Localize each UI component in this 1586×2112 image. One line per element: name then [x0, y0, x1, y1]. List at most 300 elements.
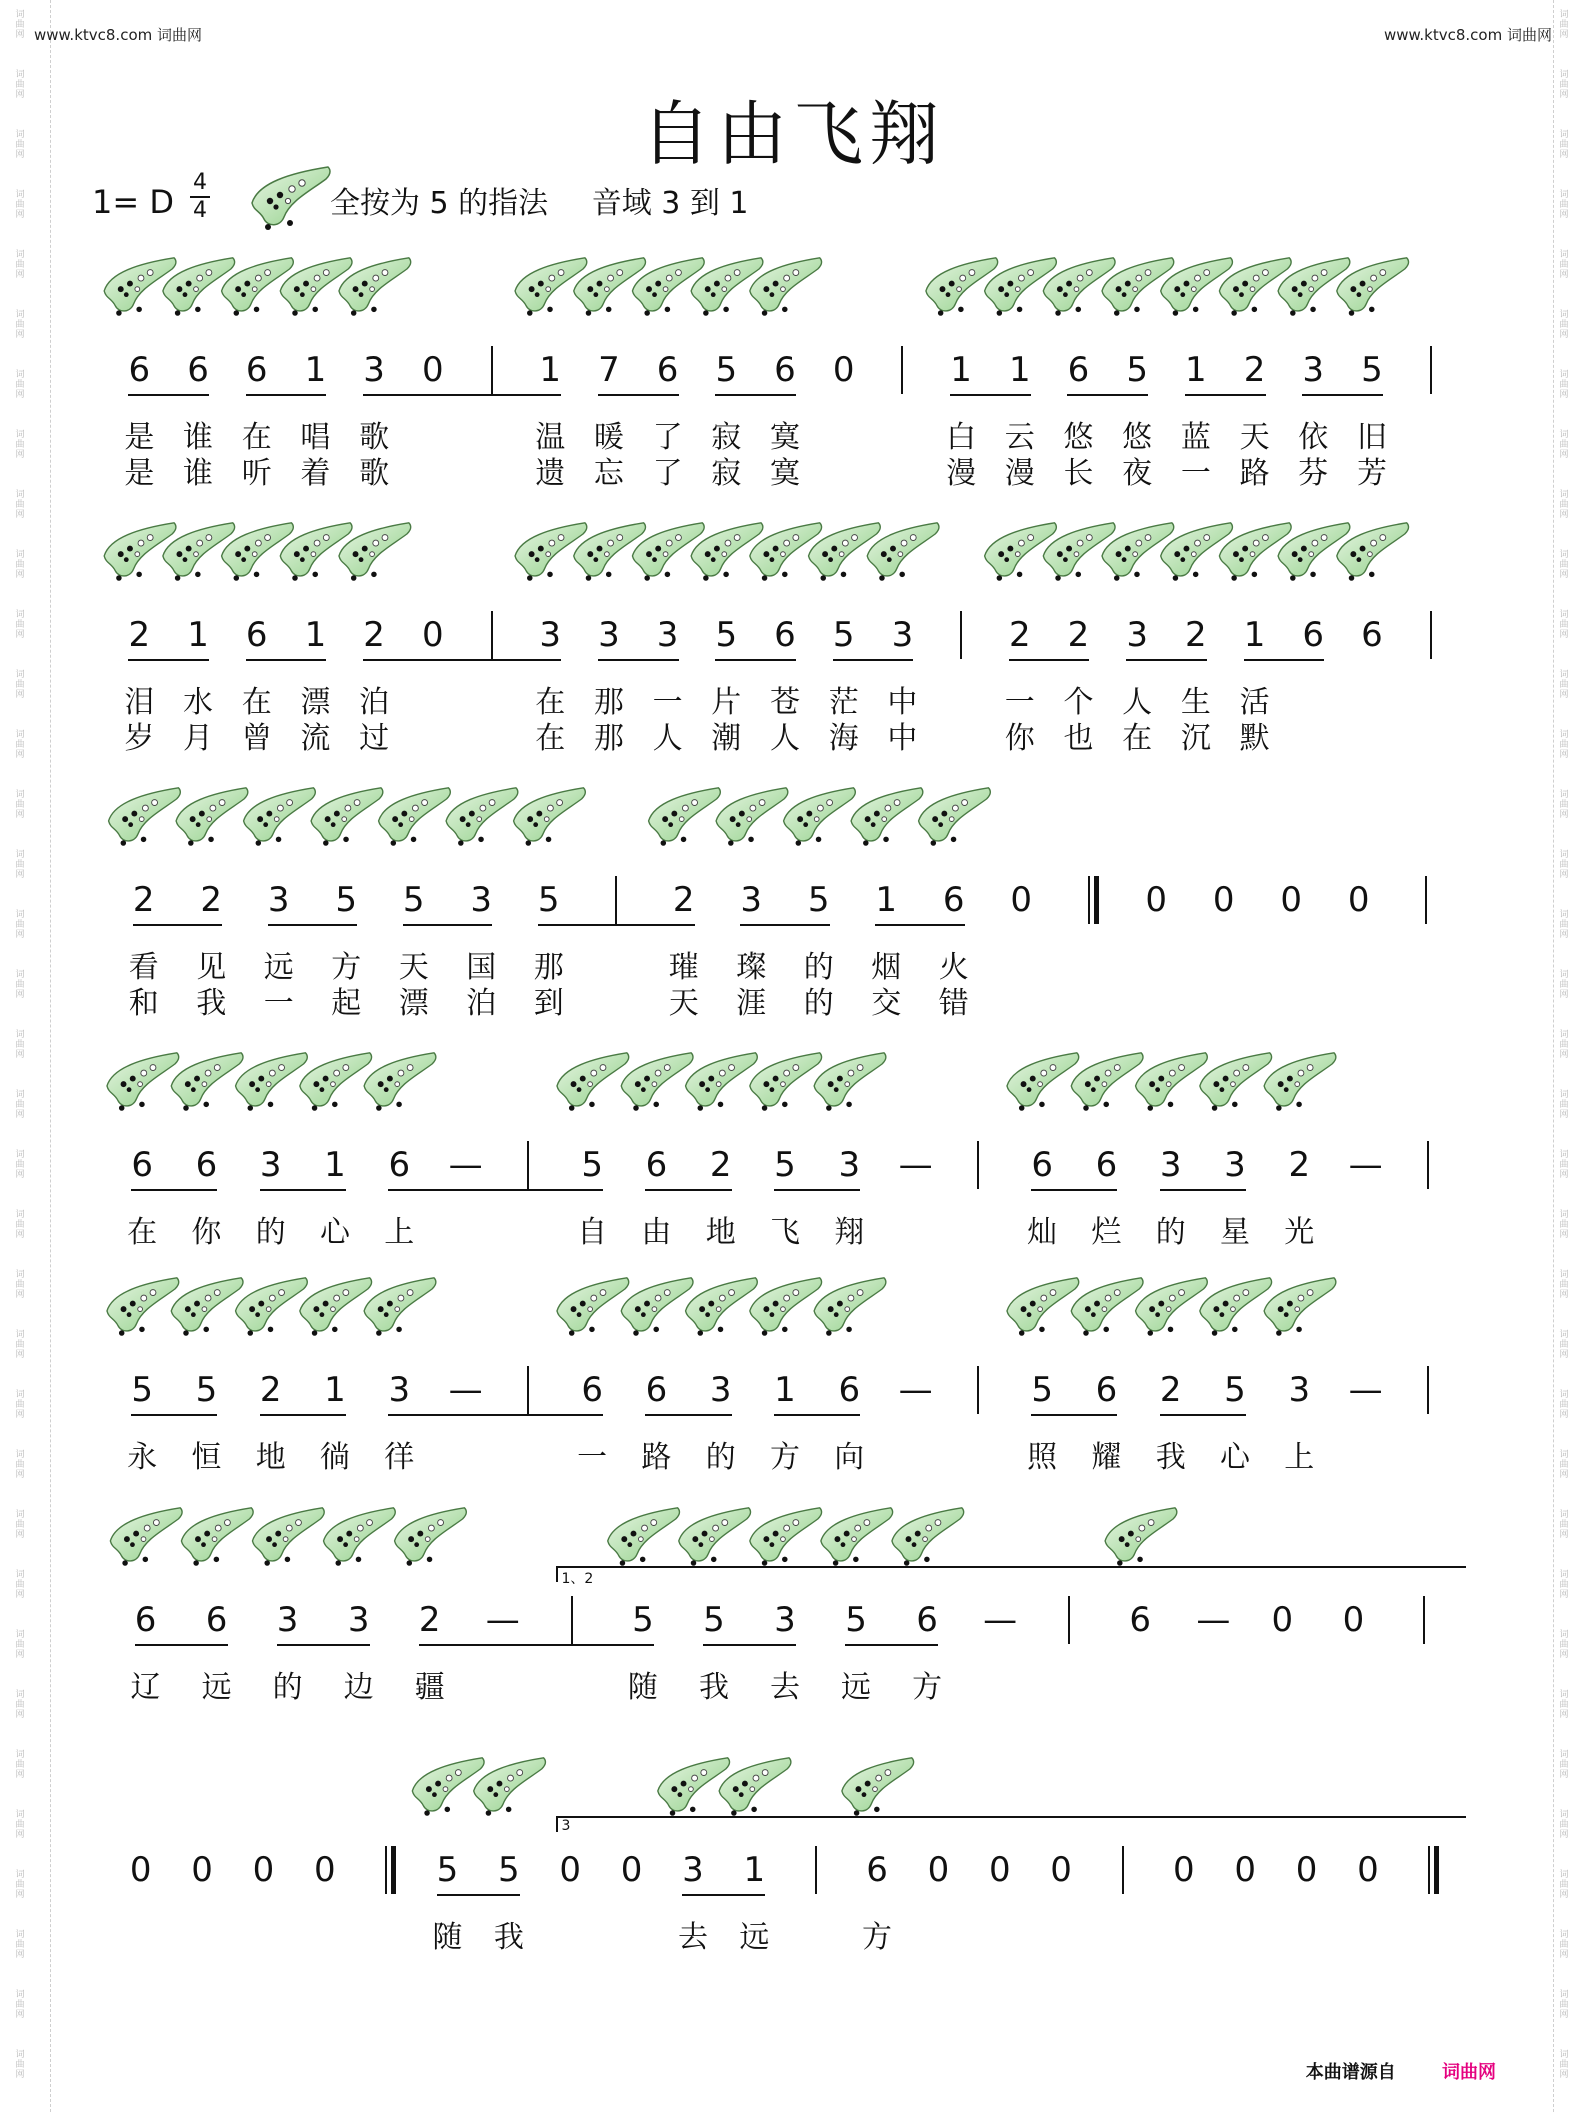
ocarina-icon [395, 1508, 467, 1566]
beam-underline [1067, 394, 1148, 396]
side-watermark: 词 曲 网 [15, 1510, 25, 1540]
ocarina-icon [557, 1278, 629, 1336]
beam-underline [682, 1894, 765, 1896]
ocarina-icon [1264, 1053, 1336, 1111]
lyric-char: 随 [627, 1670, 658, 1705]
side-watermark: 词 曲 网 [1559, 490, 1569, 520]
lyric-char: 也 [1063, 721, 1094, 756]
lyric-char: 交 [871, 986, 902, 1021]
lyric-char: 泪 [124, 685, 155, 720]
note: 1 [304, 350, 327, 390]
ocarina-legend-icon [245, 160, 335, 235]
note: 0 [927, 1850, 950, 1890]
ocarina-icon [110, 1508, 182, 1566]
note: 0 [1357, 1850, 1379, 1890]
note: 6 [1129, 1600, 1152, 1640]
lyric-char: 天 [398, 950, 429, 985]
ocarina-icon [446, 788, 518, 846]
note: 5 [703, 1600, 725, 1640]
lyric-char: 人 [652, 721, 683, 756]
side-watermark: 词 曲 网 [1559, 250, 1569, 280]
side-watermark: 词 曲 网 [15, 1990, 25, 2020]
ocarina-icon [181, 1508, 253, 1566]
note: 6 [581, 1370, 603, 1410]
lyric-char: 我 [1155, 1440, 1186, 1475]
lyric-char: 路 [1239, 456, 1270, 491]
side-watermark: 词 曲 网 [1559, 1510, 1569, 1540]
ocarina-icon [107, 1278, 179, 1336]
beam-underline [538, 924, 695, 926]
lyric-char: 旧 [1356, 420, 1387, 455]
ocarina-icon [716, 788, 788, 846]
beam-underline [715, 394, 796, 396]
note: 0 [1173, 1850, 1195, 1890]
lyric-char: 漫 [946, 456, 977, 491]
note: 0 [1280, 880, 1303, 920]
side-watermark: 词 曲 网 [15, 490, 25, 520]
lyric-char: 耀 [1091, 1440, 1122, 1475]
beam-underline [363, 659, 561, 661]
side-watermark: 词 曲 网 [15, 1450, 25, 1480]
lyric-char: 中 [887, 721, 918, 756]
lyric-char: 了 [652, 456, 683, 491]
lyric-char: 方 [862, 1920, 893, 1955]
lyric-char: 错 [938, 986, 969, 1021]
footer [1306, 2058, 1496, 2084]
note: 2 [363, 615, 385, 655]
lyric-char: 一 [263, 986, 294, 1021]
ocarina-icon [851, 788, 923, 846]
side-watermark: 词 曲 网 [1559, 1450, 1569, 1480]
lyric-char: 着 [300, 456, 331, 491]
note: 5 [1031, 1370, 1053, 1410]
bar-line [1088, 876, 1090, 924]
note: 0 [313, 1850, 336, 1890]
ocarina-icon [1136, 1053, 1208, 1111]
side-watermark: 词 曲 网 [1559, 1030, 1569, 1060]
lyric-char: 人 [1122, 685, 1153, 720]
ocarina-icon [236, 1278, 308, 1336]
side-watermark: 词 曲 网 [15, 610, 25, 640]
lyric-char: 唱 [300, 420, 331, 455]
note: — [448, 1145, 483, 1185]
lyric-char: 芬 [1298, 456, 1329, 491]
note: 5 [1224, 1370, 1246, 1410]
fingering-text: 全按为 5 的指法 [330, 186, 549, 221]
lyric-char: 在 [535, 721, 566, 756]
lyric-char: 遗 [535, 456, 566, 491]
side-watermark: 词 曲 网 [1559, 610, 1569, 640]
note: 0 [1342, 1600, 1365, 1640]
ocarina-icon [379, 788, 451, 846]
note: 1 [324, 1370, 346, 1410]
note: 0 [1295, 1850, 1318, 1890]
note: 5 [498, 1850, 520, 1890]
note: 6 [1067, 350, 1090, 390]
note: 2 [1185, 615, 1207, 655]
note: 6 [1095, 1145, 1118, 1185]
note: — [1348, 1370, 1383, 1410]
lyric-char: 自 [577, 1215, 608, 1250]
beam-underline [875, 924, 965, 926]
lyric-char: 歌 [359, 420, 390, 455]
side-watermark: 词 曲 网 [1559, 70, 1569, 100]
note: 0 [1234, 1850, 1257, 1890]
bar-line [977, 1366, 979, 1414]
note: — [1348, 1145, 1383, 1185]
note: 0 [1347, 880, 1370, 920]
time-signature [190, 172, 210, 222]
bar-line [1427, 1141, 1429, 1189]
note: 6 [195, 1145, 218, 1185]
lyric-char: 方 [770, 1440, 800, 1475]
note: 1 [950, 350, 972, 390]
ocarina-icon [821, 1508, 893, 1566]
ocarina-icon [244, 788, 316, 846]
side-watermark: 词 曲 网 [15, 970, 25, 1000]
beam-underline [403, 924, 493, 926]
note: 3 [347, 1600, 370, 1640]
ocarina-icon [300, 1053, 372, 1111]
ocarina-icon [1105, 1508, 1177, 1566]
bar-line [491, 611, 493, 659]
note: 1 [539, 350, 562, 390]
site-url-left[interactable]: www.ktvc8.com 词曲网 [34, 26, 203, 44]
lyric-char: 活 [1239, 685, 1270, 720]
ocarina-icon [658, 1758, 730, 1816]
side-watermark: 词 曲 网 [1559, 1330, 1569, 1360]
note: 5 [581, 1145, 603, 1185]
ocarina-icon [892, 1508, 964, 1566]
side-watermark: 词 曲 网 [1559, 550, 1569, 580]
note: — [448, 1370, 483, 1410]
lyric-char: 和 [128, 986, 159, 1021]
lyric-char: 地 [255, 1440, 286, 1475]
bar-line [1423, 1596, 1425, 1644]
ocarina-icon [176, 788, 248, 846]
side-watermark: 词 曲 网 [1559, 130, 1569, 160]
beam-underline [1244, 659, 1325, 661]
note: 5 [131, 1370, 153, 1410]
beam-underline [363, 394, 561, 396]
note: 0 [1212, 880, 1235, 920]
note: 3 [1224, 1145, 1246, 1185]
lyric-char: 方 [331, 950, 362, 985]
lyric-char: 那 [593, 685, 624, 720]
side-watermark: 词 曲 网 [1559, 730, 1569, 760]
ocarina-icon [1007, 1053, 1079, 1111]
side-watermark: 词 曲 网 [1559, 1810, 1569, 1840]
note: 3 [682, 1850, 704, 1890]
side-watermark: 词 曲 网 [15, 1210, 25, 1240]
bar-line [385, 1846, 387, 1894]
lyric-char: 是 [124, 456, 155, 491]
bar-line [960, 611, 962, 659]
note: 1 [187, 615, 209, 655]
ocarina-icon [1200, 1053, 1272, 1111]
side-watermark: 词 曲 网 [15, 70, 25, 100]
side-watermark: 词 曲 网 [15, 190, 25, 220]
note: 3 [388, 1370, 411, 1410]
side-watermark: 词 曲 网 [15, 1870, 25, 1900]
ocarina-icon [719, 1758, 791, 1816]
lyric-char: 悠 [1063, 420, 1094, 455]
bar-line [1434, 1846, 1439, 1894]
lyric-char: 片 [711, 685, 742, 720]
beam-underline [260, 1414, 346, 1416]
beam-underline [131, 1189, 217, 1191]
note: 2 [259, 1370, 282, 1410]
beam-underline [128, 394, 209, 396]
note: 2 [132, 880, 155, 920]
lyric-char: 由 [641, 1215, 672, 1250]
lyric-char: 徉 [384, 1440, 415, 1475]
lyric-char: 看 [128, 950, 159, 985]
lyric-char: 一 [1004, 685, 1035, 720]
site-url-right[interactable]: www.ktvc8.com 词曲网 [1383, 26, 1552, 44]
note: 1 [304, 615, 327, 655]
beam-underline [246, 659, 327, 661]
ocarina-icon [621, 1053, 693, 1111]
lyric-char: 那 [533, 950, 564, 985]
bar-line [527, 1366, 529, 1414]
note: 6 [645, 1145, 668, 1185]
lyric-char: 疆 [414, 1670, 445, 1705]
bar-line [1094, 876, 1099, 924]
lyric-char: 默 [1239, 721, 1270, 756]
ocarina-icon [750, 1278, 822, 1336]
song-title: 自由飞翔 [641, 93, 945, 175]
note: 3 [656, 615, 679, 655]
footer-brand[interactable]: 词曲网 [1442, 2062, 1496, 2083]
lyric-char: 地 [705, 1215, 736, 1250]
lyric-char: 谁 [183, 456, 214, 491]
note: 2 [418, 1600, 441, 1640]
lyric-char: 听 [241, 456, 272, 491]
ocarina-fingering-row [0, 780, 1586, 870]
lyric-char: 夜 [1122, 456, 1153, 491]
lyric-char: 远 [739, 1920, 770, 1955]
beam-underline [135, 1644, 228, 1646]
lyric-char: 泊 [466, 986, 497, 1021]
lyric-char: 蓝 [1180, 420, 1211, 455]
note: — [898, 1370, 933, 1410]
note: 3 [267, 880, 290, 920]
bar-line [527, 1141, 529, 1189]
side-watermark: 词 曲 网 [1559, 1930, 1569, 1960]
side-watermark: 词 曲 网 [15, 1030, 25, 1060]
beam-underline [774, 1414, 860, 1416]
note: 1 [875, 880, 898, 920]
ocarina-icon [1264, 1278, 1336, 1336]
ocarina-icon [842, 1758, 914, 1816]
note: 6 [245, 615, 268, 655]
note: 6 [187, 350, 209, 390]
lyric-char: 水 [183, 685, 214, 720]
note: 3 [259, 1145, 282, 1185]
side-watermark: 词 曲 网 [1559, 850, 1569, 880]
lyric-char: 中 [887, 685, 918, 720]
lyric-char: 心 [320, 1215, 350, 1250]
beam-underline [419, 1644, 654, 1646]
lyric-char: 远 [263, 950, 294, 985]
bar-line [1425, 876, 1427, 924]
lyric-char: 忘 [593, 456, 624, 491]
bar-line [977, 1141, 979, 1189]
beam-underline [131, 1414, 217, 1416]
side-watermark: 词 曲 网 [1559, 1390, 1569, 1420]
side-watermark: 词 曲 网 [15, 730, 25, 760]
beam-underline [1031, 1189, 1117, 1191]
note: 3 [740, 880, 763, 920]
side-watermark: 词 曲 网 [15, 1390, 25, 1420]
note: 5 [195, 1370, 218, 1410]
note: 0 [1271, 1600, 1294, 1640]
note: 2 [1243, 350, 1266, 390]
note: 5 [832, 615, 855, 655]
lyric-char: 徜 [320, 1440, 350, 1475]
ocarina-icon [686, 1053, 758, 1111]
lyric-char: 远 [841, 1670, 872, 1705]
ocarina-icon [919, 788, 991, 846]
side-watermark: 词 曲 网 [1559, 970, 1569, 1000]
side-watermark: 词 曲 网 [1559, 1210, 1569, 1240]
lyric-char: 暖 [593, 420, 624, 455]
ocarina-icon [236, 1053, 308, 1111]
note: 3 [1126, 615, 1148, 655]
lyric-char: 光 [1284, 1215, 1315, 1250]
bar-line [1122, 1846, 1124, 1894]
ocarina-icon [750, 1508, 822, 1566]
lyric-char: 星 [1220, 1215, 1250, 1250]
ocarina-icon [1071, 1278, 1143, 1336]
note: 3 [1288, 1370, 1311, 1410]
note: 5 [715, 350, 738, 390]
time-top: 4 [193, 170, 207, 195]
ocarina-icon [784, 788, 856, 846]
note: 6 [866, 1850, 888, 1890]
lyric-char: 璨 [736, 950, 767, 985]
note: 6 [1095, 1370, 1118, 1410]
lyric-char: 寞 [770, 456, 800, 491]
note: — [485, 1600, 520, 1640]
note: 1 [743, 1850, 766, 1890]
ocarina-icon [814, 1278, 886, 1336]
lyric-char: 辽 [130, 1670, 161, 1705]
ocarina-icon [686, 1278, 758, 1336]
note: 6 [245, 350, 268, 390]
note: 5 [436, 1850, 459, 1890]
beam-underline [845, 1644, 938, 1646]
ocarina-icon [412, 1758, 484, 1816]
lyric-char: 的 [272, 1670, 303, 1705]
lyric-char: 在 [241, 685, 272, 720]
beam-underline [1009, 659, 1090, 661]
note: 5 [774, 1145, 796, 1185]
note: 3 [598, 615, 620, 655]
side-watermark: 词 曲 网 [1559, 790, 1569, 820]
lyric-char: 寂 [711, 420, 742, 455]
side-watermark: 词 曲 网 [15, 1750, 25, 1780]
lyric-char: 的 [803, 986, 834, 1021]
range-text: 音域 3 到 1 [591, 186, 749, 221]
beam-underline [703, 1644, 796, 1646]
side-watermark: 词 曲 网 [1559, 1570, 1569, 1600]
ocarina-icon [649, 788, 721, 846]
beam-underline [1160, 1414, 1246, 1416]
lyric-char: 向 [834, 1440, 865, 1475]
note: 3 [1159, 1145, 1182, 1185]
lyric-char: 飞 [770, 1215, 800, 1250]
ocarina-fingering-row [0, 1045, 1586, 1135]
note: 6 [1302, 615, 1325, 655]
lyric-char: 依 [1298, 420, 1329, 455]
lyric-char: 你 [191, 1215, 222, 1250]
side-watermark: 词 曲 网 [1559, 10, 1569, 40]
side-watermark: 词 曲 网 [15, 1270, 25, 1300]
side-watermark: 词 曲 网 [15, 550, 25, 580]
beam-underline [133, 924, 223, 926]
bar-line [1430, 611, 1432, 659]
note: 6 [205, 1600, 228, 1640]
lyric-char: 个 [1063, 685, 1094, 720]
lyric-char: 生 [1180, 685, 1211, 720]
side-watermark: 词 曲 网 [1559, 1270, 1569, 1300]
side-watermark: 词 曲 网 [15, 1330, 25, 1360]
note: 3 [276, 1600, 299, 1640]
beam-underline [277, 1644, 370, 1646]
lyric-char: 漂 [300, 685, 331, 720]
lyric-char: 人 [770, 721, 800, 756]
ocarina-icon [171, 1053, 243, 1111]
side-watermark: 词 曲 网 [15, 1570, 25, 1600]
lyric-char: 曾 [241, 721, 272, 756]
lyric-char: 岁 [124, 721, 155, 756]
lyric-char: 到 [533, 986, 564, 1021]
side-watermark: 词 曲 网 [1559, 1630, 1569, 1660]
lyric-char: 月 [183, 721, 214, 756]
bar-line [1427, 1366, 1429, 1414]
bar-line [491, 346, 493, 394]
lyric-char: 上 [384, 1215, 415, 1250]
lyric-char: 芳 [1356, 456, 1387, 491]
note: 0 [832, 350, 855, 390]
note: 0 [1145, 880, 1168, 920]
lyric-char: 我 [493, 1920, 524, 1955]
lyric-char: 边 [343, 1670, 374, 1705]
ocarina-icon [608, 1508, 680, 1566]
beam-underline [268, 924, 358, 926]
lyric-char: 翔 [834, 1215, 865, 1250]
ocarina-fingering-row [0, 515, 1586, 605]
side-watermark: 词 曲 网 [15, 790, 25, 820]
note: 1 [1243, 615, 1266, 655]
lyric-char: 流 [300, 721, 331, 756]
lyric-char: 天 [1239, 420, 1270, 455]
note: 2 [1159, 1370, 1182, 1410]
side-watermark: 词 曲 网 [1559, 370, 1569, 400]
note: 0 [1010, 880, 1033, 920]
side-watermark: 词 曲 网 [1559, 1990, 1569, 2020]
note: 5 [335, 880, 358, 920]
note: 5 [632, 1600, 654, 1640]
note: 3 [363, 350, 385, 390]
side-watermark: 词 曲 网 [15, 670, 25, 700]
note: 6 [838, 1370, 861, 1410]
ocarina-icon [514, 788, 586, 846]
bar-line [1068, 1596, 1070, 1644]
bar-line [1428, 1846, 1430, 1894]
